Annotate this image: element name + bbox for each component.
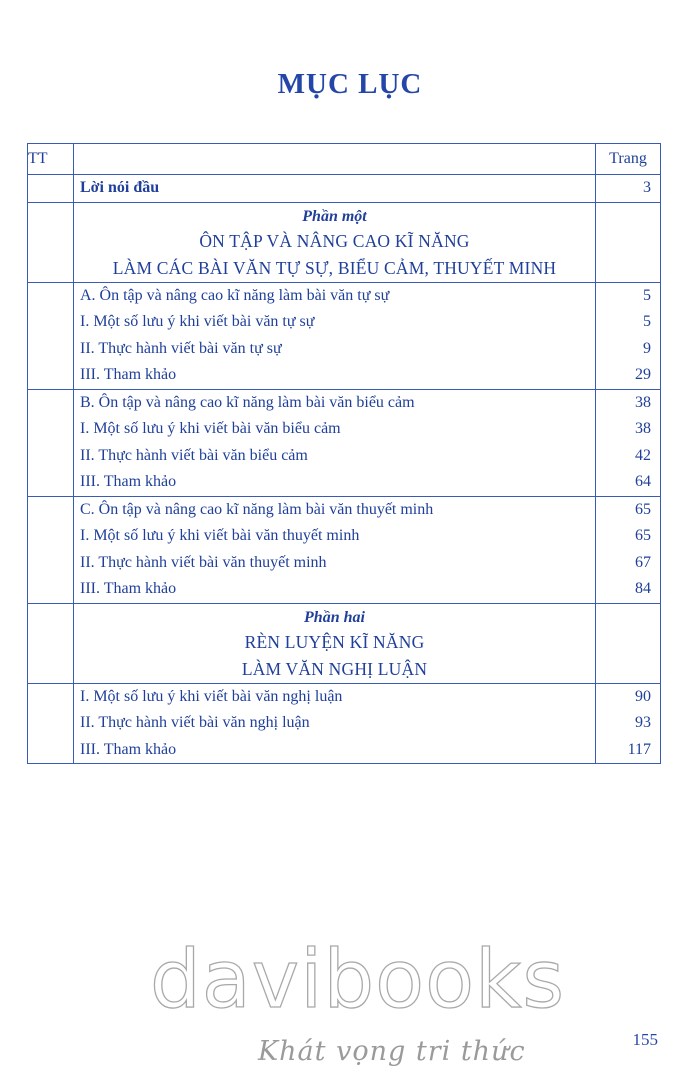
list-item: C. Ôn tập và nâng cao kĩ năng làm bài văn thuyết minh	[80, 500, 434, 518]
part-two-row	[28, 603, 661, 683]
page-number-cell: 42	[635, 446, 651, 464]
page-number-cell: 90	[635, 687, 651, 705]
section-a-row	[28, 282, 661, 389]
part-two-title-1: RÈN LUYỆN KĨ NĂNG	[244, 631, 425, 652]
page-number-cell: 38	[635, 420, 651, 437]
list-item: II. Thực hành viết bài văn nghị luận	[80, 714, 310, 731]
list-item: I. Một số lưu ý khi viết bài văn nghị luận	[80, 687, 343, 705]
list-item: A. Ôn tập và nâng cao kĩ năng làm bài văn tự sự	[80, 286, 390, 304]
list-item: III. Tham khảo	[80, 366, 177, 383]
page-number: 155	[632, 1030, 658, 1049]
list-item: II. Thực hành viết bài văn tự sự	[80, 339, 282, 357]
part-one-heading: Phần một	[302, 207, 367, 225]
tt-header: TT	[28, 144, 74, 175]
section-c-row	[28, 496, 661, 603]
list-item: III. Tham khảo	[80, 473, 177, 490]
page-number-cell: 64	[635, 473, 651, 490]
list-item: III. Tham khảo	[80, 580, 177, 597]
list-item: B. Ôn tập và nâng cao kĩ năng làm bài văn biểu cảm	[80, 393, 415, 411]
list-item: II. Thực hành viết bài văn thuyết minh	[80, 553, 327, 571]
table-of-contents	[27, 143, 661, 764]
preface-page: 3	[643, 179, 651, 196]
page-number-cell: 5	[643, 286, 651, 304]
list-item: I. Một số lưu ý khi viết bài văn biểu cảm	[80, 420, 341, 437]
page-number-cell: 93	[635, 714, 651, 731]
section-d-row	[28, 683, 661, 764]
list-item: II. Thực hành viết bài văn biểu cảm	[80, 446, 308, 464]
page-number-cell: 5	[643, 313, 651, 330]
page-number-cell: 29	[635, 366, 651, 383]
part-one-row	[28, 202, 661, 282]
page-number-cell: 38	[635, 393, 651, 411]
page-number-cell: 67	[635, 553, 651, 571]
list-item: III. Tham khảo	[80, 740, 177, 758]
watermark-brand: davibooks	[150, 933, 566, 1026]
page-number-cell: 84	[635, 580, 651, 597]
page-number-cell: 65	[635, 500, 651, 518]
page-number-cell: 9	[643, 339, 651, 357]
header-row	[28, 144, 661, 175]
part-two-heading: Phần hai	[304, 608, 365, 626]
watermark-slogan: Khát vọng tri thức	[258, 1036, 526, 1067]
list-item: I. Một số lưu ý khi viết bài văn thuyết minh	[80, 527, 360, 544]
page-header: Trang	[596, 144, 661, 175]
preface-row	[28, 175, 661, 203]
page-number-cell: 65	[635, 527, 651, 544]
page-title: MỤC LỤC	[277, 68, 423, 100]
section-b-row	[28, 389, 661, 496]
part-one-title-1: ÔN TẬP VÀ NÂNG CAO KĨ NĂNG	[199, 230, 470, 251]
preface-label: Lời nói đầu	[80, 179, 160, 196]
part-two-title-2: LÀM VĂN NGHỊ LUẬN	[241, 658, 428, 679]
part-one-title-2: LÀM CÁC BÀI VĂN TỰ SỰ, BIỂU CẢM, THUYẾT MINH	[112, 257, 557, 278]
list-item: I. Một số lưu ý khi viết bài văn tự sự	[80, 313, 315, 330]
page-number-cell: 117	[627, 740, 651, 758]
